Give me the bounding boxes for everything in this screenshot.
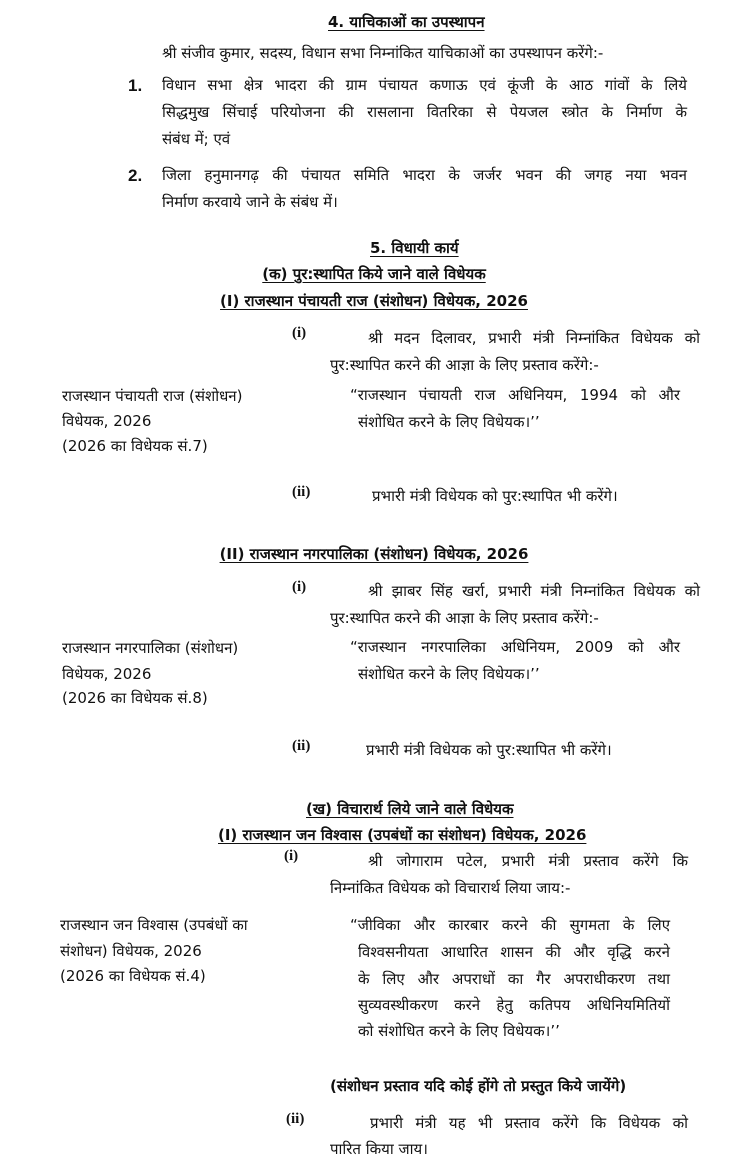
bill-1-side-line-3: (2026 का विधेयक सं.7) xyxy=(62,437,208,455)
bill-2-motion-line-1: श्री झाबर सिंह खर्रा, प्रभारी मंत्री निम्नांकित विधेयक को xyxy=(368,582,700,600)
bill-1-item-i-number: (i) xyxy=(292,325,307,341)
bill-2-side-line-1: राजस्थान नगरपालिका (संशोधन) xyxy=(62,639,239,657)
bill-1-quote-line-2: संशोधित करने के लिए विधेयक।’’ xyxy=(358,413,540,431)
bill-3-side-line-2: संशोधन) विधेयक, 2026 xyxy=(60,942,202,960)
bill-3-item-ii-line-2: पारित किया जाय। xyxy=(330,1140,428,1158)
petition-1-line-2: सिद्धमुख सिंचाई परियोजना की रासलाना वितरिका से पेयजल स्त्रोत के निर्माण के xyxy=(162,103,687,121)
bill-1-title: (I) राजस्थान पंचायती राज (संशोधन) विधेयक, 2026 xyxy=(220,292,528,310)
amendment-note: (संशोधन प्रस्ताव यदि कोई होंगे तो प्रस्तुत किये जायेंगे) xyxy=(330,1077,627,1095)
bill-1-side-line-1: राजस्थान पंचायती राज (संशोधन) xyxy=(62,387,243,405)
bill-3-quote-line-2: विश्वसनीयता आधारित शासन की और वृद्धि करने xyxy=(358,943,670,961)
petition-2-line-2: निर्माण करवाये जाने के संबंध में। xyxy=(162,193,338,211)
subsection-b-heading: (ख) विचारार्थ लिये जाने वाले विधेयक xyxy=(306,800,514,818)
section-4-heading: 4. याचिकाओं का उपस्थापन xyxy=(328,13,485,31)
bill-2-quote-line-2: संशोधित करने के लिए विधेयक।’’ xyxy=(358,665,540,683)
bill-2-side-line-3: (2026 का विधेयक सं.8) xyxy=(62,689,208,707)
bill-1-side-line-2: विधेयक, 2026 xyxy=(62,412,152,430)
bill-3-title: (I) राजस्थान जन विश्वास (उपबंधों का संशोधन) विधेयक, 2026 xyxy=(218,826,587,844)
bill-3-quote-line-4: सुव्यवस्थीकरण करने हेतु कतिपय अधिनियमितियों xyxy=(358,996,670,1014)
bill-2-motion-line-2: पुर:स्थापित करने की आज्ञा के लिए प्रस्ताव करेंगे:- xyxy=(330,609,599,627)
bill-3-quote-line-3: के लिए और अपराधों का गैर अपराधीकरण तथा xyxy=(358,970,670,988)
petition-1-line-1: विधान सभा क्षेत्र भादरा की ग्राम पंचायत कणाऊ एवं कूंजी के आठ गांवों के लिये xyxy=(162,76,687,94)
bill-3-quote-line-1: “जीविका और कारबार करने की सुगमता के लिए xyxy=(350,916,670,934)
bill-3-quote-line-5: को संशोधित करने के लिए विधेयक।’’ xyxy=(358,1022,560,1040)
bill-2-item-ii-text: प्रभारी मंत्री विधेयक को पुर:स्थापित भी करेंगे। xyxy=(366,741,612,759)
bill-2-quote-line-1: “राजस्थान नगरपालिका अधिनियम, 2009 को और xyxy=(350,638,680,656)
bill-1-quote-line-1: “राजस्थान पंचायती राज अधिनियम, 1994 को और xyxy=(350,386,680,404)
petition-1-number: 1. xyxy=(128,76,143,95)
bill-1-item-ii-text: प्रभारी मंत्री विधेयक को पुर:स्थापित भी करेंगे। xyxy=(372,487,618,505)
bill-3-side-line-1: राजस्थान जन विश्वास (उपबंधों का xyxy=(60,916,248,934)
bill-2-item-i-number: (i) xyxy=(292,579,307,595)
bill-3-item-ii-line-1: प्रभारी मंत्री यह भी प्रस्ताव करेंगे कि विधेयक को xyxy=(370,1114,688,1132)
petition-2-line-1: जिला हनुमानगढ़ की पंचायत समिति भादरा के जर्जर भवन की जगह नया भवन xyxy=(162,166,687,184)
petition-1-line-3: संबंध में; एवं xyxy=(162,130,231,148)
bill-3-item-ii-number: (ii) xyxy=(286,1111,305,1127)
subsection-a-heading: (क) पुर:स्थापित किये जाने वाले विधेयक xyxy=(262,265,486,283)
bill-1-motion-line-1: श्री मदन दिलावर, प्रभारी मंत्री निम्नांकित विधेयक को xyxy=(368,329,700,347)
bill-2-title: (II) राजस्थान नगरपालिका (संशोधन) विधेयक, 2026 xyxy=(219,545,529,563)
bill-3-motion-line-1: श्री जोगाराम पटेल, प्रभारी मंत्री प्रस्ताव करेंगे कि xyxy=(368,852,688,870)
bill-1-item-ii-number: (ii) xyxy=(292,484,311,500)
bill-2-side-line-2: विधेयक, 2026 xyxy=(62,665,152,683)
bill-1-motion-line-2: पुर:स्थापित करने की आज्ञा के लिए प्रस्ताव करेंगे:- xyxy=(330,356,599,374)
bill-3-motion-line-2: निम्नांकित विधेयक को विचारार्थ लिया जाय:- xyxy=(330,879,571,897)
bill-2-item-ii-number: (ii) xyxy=(292,738,311,754)
bill-3-side-line-3: (2026 का विधेयक सं.4) xyxy=(60,967,206,985)
section-5-heading: 5. विधायी कार्य xyxy=(370,239,459,257)
section-4-intro: श्री संजीव कुमार, सदस्य, विधान सभा निम्नांकित याचिकाओं का उपस्थापन करेंगे:- xyxy=(162,44,604,62)
petition-2-number: 2. xyxy=(128,166,143,185)
bill-3-item-i-number: (i) xyxy=(284,848,299,864)
